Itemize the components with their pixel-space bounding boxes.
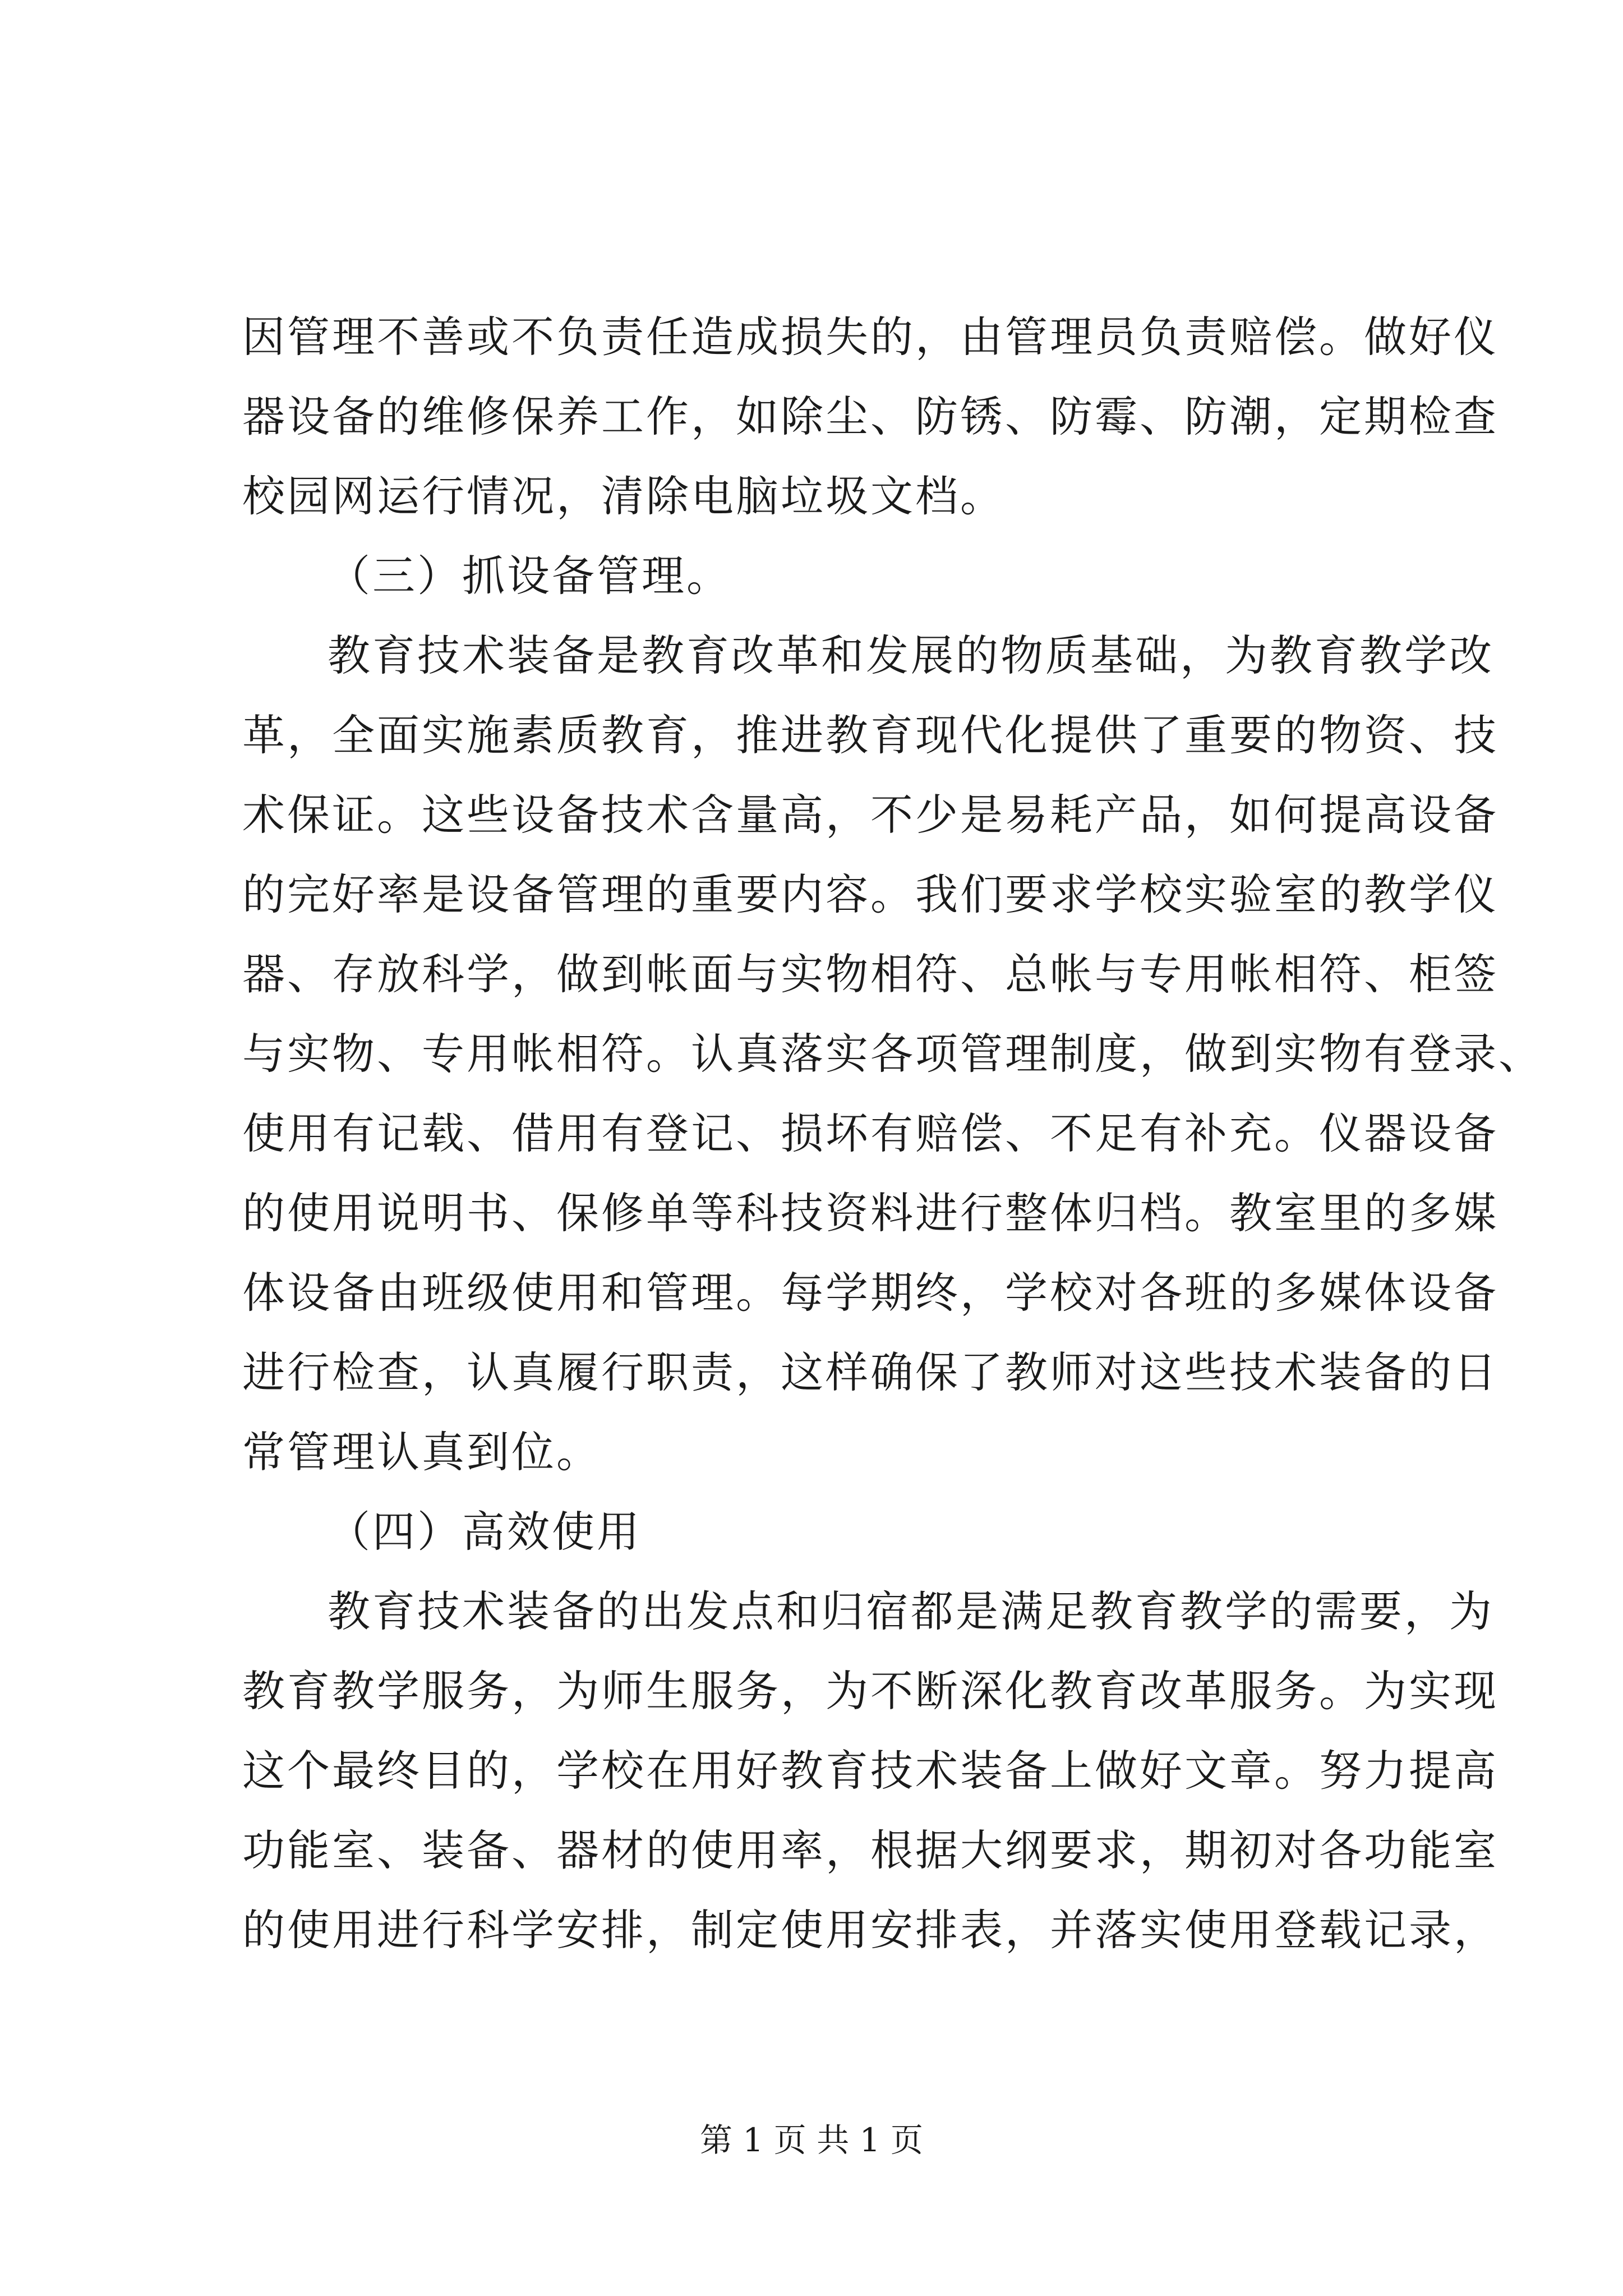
text-line: 术保证。这些设备技术含量高，不少是易耗产品，如何提高设备 — [242, 790, 1498, 840]
text-line: 与实物、专用帐相符。认真落实各项管理制度，做到实物有登录、 — [242, 1029, 1543, 1079]
text-line: 革，全面实施素质教育，推进教育现代化提供了重要的物资、技 — [242, 710, 1498, 760]
text-line: 体设备由班级使用和管理。每学期终，学校对各班的多媒体设备 — [242, 1268, 1498, 1318]
text-line: 教育技术装备是教育改革和发展的物质基础，为教育教学改 — [328, 631, 1494, 680]
text-line: 的使用进行科学安排，制定使用安排表，并落实使用登载记录， — [242, 1905, 1498, 1955]
text-line: 教育技术装备的出发点和归宿都是满足教育教学的需要，为 — [328, 1586, 1494, 1636]
text-line: 器、存放科学，做到帐面与实物相符、总帐与专用帐相符、柜签 — [242, 949, 1498, 999]
text-line: 进行检查，认真履行职责，这样确保了教师对这些技术装备的日 — [242, 1347, 1498, 1397]
text-line: 的完好率是设备管理的重要内容。我们要求学校实验室的教学仪 — [242, 869, 1498, 919]
section-heading: （四）高效使用 — [328, 1507, 642, 1557]
text-line: 教育教学服务，为师生服务，为不断深化教育改革服务。为实现 — [242, 1666, 1498, 1716]
text-line: 校园网运行情况，清除电脑垃圾文档。 — [242, 471, 1005, 521]
text-line: 器设备的维修保养工作，如除尘、防锈、防霉、防潮，定期检查 — [242, 392, 1498, 441]
text-line: 常管理认真到位。 — [242, 1427, 601, 1477]
page-footer: 第 1 页 共 1 页 — [700, 2121, 923, 2159]
body-text — [242, 297, 1543, 1970]
text-line: 的使用说明书、保修单等科技资料进行整体归档。教室里的多媒 — [242, 1188, 1498, 1238]
text-line: 使用有记载、借用有登记、损坏有赔偿、不足有补充。仪器设备 — [242, 1108, 1498, 1158]
text-line: 因管理不善或不负责任造成损失的，由管理员负责赔偿。做好仪 — [242, 312, 1498, 362]
text-line: 这个最终目的，学校在用好教育技术装备上做好文章。努力提高 — [242, 1746, 1498, 1796]
section-heading: （三）抓设备管理。 — [328, 551, 731, 601]
text-line: 功能室、装备、器材的使用率，根据大纲要求，期初对各功能室 — [242, 1825, 1498, 1875]
